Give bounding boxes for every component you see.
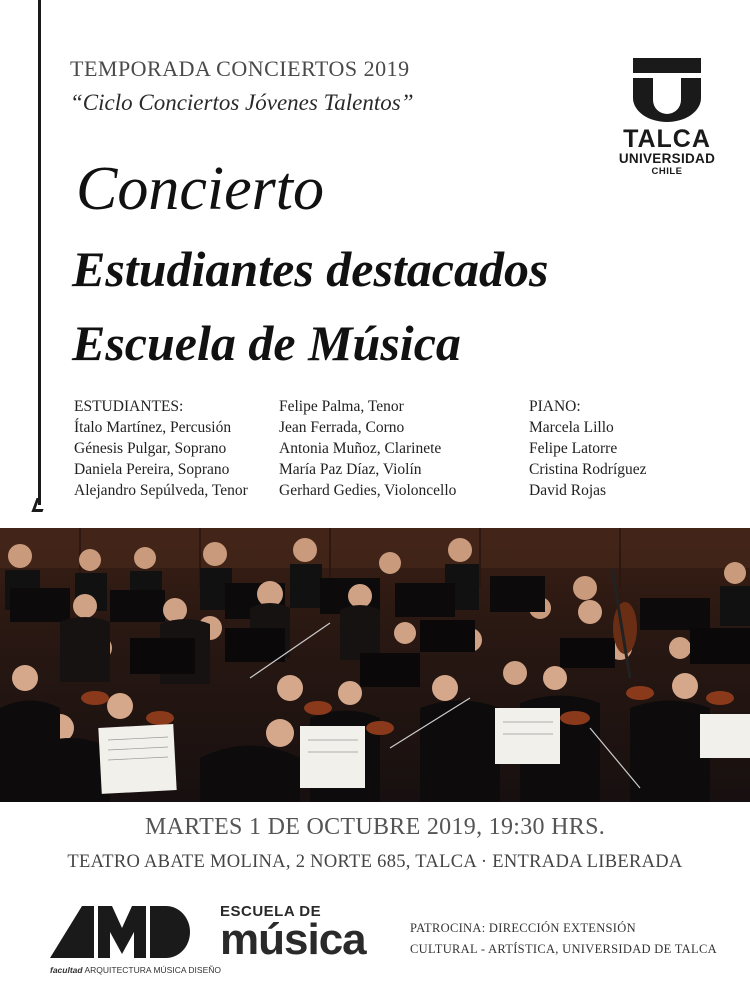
pianist-entry: Cristina Rodríguez bbox=[529, 461, 647, 478]
student-entry: Antonia Muñoz, Clarinete bbox=[279, 440, 442, 457]
student-entry: María Paz Díaz, Violín bbox=[279, 461, 422, 478]
logo-text-universidad: UNIVERSIDAD bbox=[618, 151, 716, 166]
pianist-entry: David Rojas bbox=[529, 482, 607, 499]
sponsor-line-1: PATROCINA: DIRECCIÓN EXTENSIÓN bbox=[410, 921, 636, 935]
universidad-talca-logo bbox=[612, 58, 722, 178]
logo-text-chile: CHILE bbox=[651, 166, 683, 177]
student-entry: Felipe Palma, Tenor bbox=[279, 398, 404, 415]
amd-caption-text: ARQUITECTURA MÚSICA DISEÑO bbox=[84, 965, 221, 975]
cycle-subtitle: “Ciclo Conciertos Jóvenes Talentos” bbox=[70, 90, 414, 115]
logo-text-talca: TALCA bbox=[623, 125, 711, 153]
student-entry: Alejandro Sepúlveda, Tenor bbox=[74, 482, 248, 499]
pianist-entry: Marcela Lillo bbox=[529, 419, 614, 436]
student-entry: Génesis Pulgar, Soprano bbox=[74, 440, 227, 457]
pianist-entry: Felipe Latorre bbox=[529, 440, 618, 457]
u-emblem-icon bbox=[633, 58, 701, 122]
students-heading: ESTUDIANTES: bbox=[74, 398, 184, 415]
escuela-big-text: música bbox=[220, 915, 366, 964]
event-venue: TEATRO ABATE MOLINA, 2 NORTE 685, TALCA · ENTRADA LIBERADA bbox=[67, 852, 683, 872]
orchestra-photo bbox=[0, 528, 750, 802]
title-line-3: Escuela de Música bbox=[72, 315, 461, 371]
amd-prefix: facultad bbox=[50, 965, 83, 975]
escuela-top-text: ESCUELA DE bbox=[220, 903, 322, 920]
piano-column bbox=[529, 396, 647, 501]
title-line-2: Estudiantes destacados bbox=[72, 241, 549, 297]
event-date: MARTES 1 DE OCTUBRE 2019, 19:30 HRS. bbox=[144, 814, 606, 840]
student-entry: Gerhard Gedies, Violoncello bbox=[279, 482, 457, 499]
decorative-vertical-line bbox=[38, 0, 41, 505]
students-column-1 bbox=[74, 396, 248, 501]
escuela-de-musica-logo bbox=[220, 903, 366, 964]
student-entry: Daniela Pereira, Soprano bbox=[74, 461, 230, 478]
student-entry: Jean Ferrada, Corno bbox=[279, 419, 405, 436]
decorative-line-tip bbox=[31, 498, 47, 512]
students-column-2 bbox=[279, 396, 456, 501]
sponsor-line-2: CULTURAL - ARTÍSTICA, UNIVERSIDAD DE TALCA bbox=[410, 942, 717, 956]
amd-emblem-icon bbox=[50, 906, 190, 958]
student-entry: Ítalo Martínez, Percusión bbox=[74, 419, 232, 436]
amd-caption bbox=[50, 965, 221, 975]
piano-heading: PIANO: bbox=[529, 398, 581, 415]
sponsor-text bbox=[410, 918, 717, 960]
orchestra-illustration bbox=[0, 528, 750, 802]
amd-logo bbox=[50, 906, 221, 975]
season-heading: TEMPORADA CONCIERTOS 2019 bbox=[70, 56, 410, 81]
title-line-1: Concierto bbox=[76, 155, 324, 223]
